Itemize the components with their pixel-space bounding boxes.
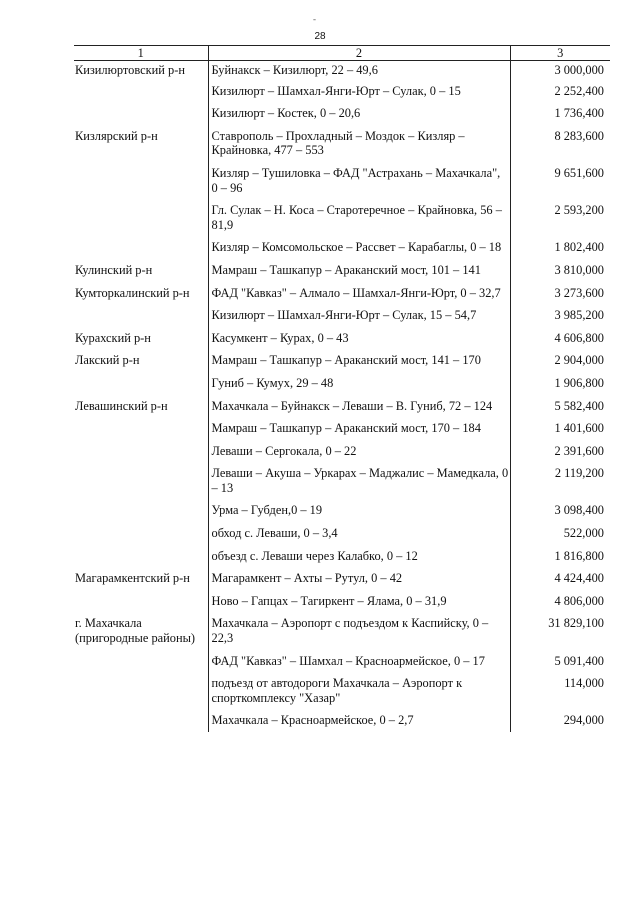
- district-cell: [74, 102, 208, 125]
- table-row: [74, 372, 610, 395]
- table-row: [74, 650, 610, 673]
- amount-cell: 3 985,200: [554, 308, 604, 323]
- table-row: [74, 590, 610, 613]
- road-cell: обход с. Леваши, 0 – 3,4: [208, 522, 510, 545]
- road-cell: Урма – Губден,0 – 19: [208, 499, 510, 522]
- page-number: 28: [314, 31, 326, 42]
- district-cell: [74, 199, 208, 236]
- district-cell: [74, 236, 208, 259]
- table-row: [74, 672, 610, 709]
- district-cell: Лакский р-н: [75, 353, 140, 368]
- district-cell: [74, 650, 208, 673]
- district-cell: [74, 545, 208, 568]
- road-cell: Махачкала – Буйнакск – Леваши – В. Гуниб, 72 – 124: [208, 395, 510, 418]
- amount-cell: 522,000: [563, 526, 604, 541]
- table-row: [74, 522, 610, 545]
- table-row: [74, 395, 610, 418]
- amount-cell: 3 810,000: [554, 262, 604, 277]
- amount-cell: 9 651,600: [554, 165, 604, 180]
- road-cell: Кизилюрт – Костек, 0 – 20,6: [208, 102, 510, 125]
- road-cell: Мамраш – Ташкапур – Араканский мост, 141 – 170: [208, 349, 510, 372]
- district-cell: Магарамкентский р-н: [75, 571, 190, 586]
- district-cell: [74, 417, 208, 440]
- table-row: [74, 125, 610, 162]
- table-body: [74, 61, 610, 733]
- road-cell: Кизляр – Комсомольское – Рассвет – Карабаглы, 0 – 18: [208, 236, 510, 259]
- table-row: [74, 80, 610, 103]
- amount-cell: 31 829,100: [548, 616, 604, 631]
- amount-cell: 2 252,400: [554, 83, 604, 98]
- road-funding-table: [74, 45, 610, 732]
- road-cell: Махачкала – Красноармейское, 0 – 2,7: [208, 709, 510, 732]
- table-row: [74, 499, 610, 522]
- road-cell: ФАД "Кавказ" – Алмало – Шамхал-Янги-Юрт, 0 – 32,7: [208, 282, 510, 305]
- table-row: [74, 709, 610, 732]
- district-cell: [74, 672, 208, 709]
- amount-cell: 3 273,600: [554, 285, 604, 300]
- table-row: [74, 545, 610, 568]
- road-cell: Ново – Гапцах – Тагиркент – Ялама, 0 – 31,9: [208, 590, 510, 613]
- road-cell: Ставрополь – Прохладный – Моздок – Кизляр – Крайновка, 477 – 553: [208, 125, 510, 162]
- road-cell: Магарамкент – Ахты – Рутул, 0 – 42: [208, 567, 510, 590]
- road-cell: объезд с. Леваши через Калабко, 0 – 12: [208, 545, 510, 568]
- amount-cell: 8 283,600: [554, 128, 604, 143]
- district-cell: [74, 80, 208, 103]
- district-cell: [74, 709, 208, 732]
- table-row: [74, 162, 610, 199]
- district-cell: [74, 462, 208, 499]
- district-cell: [74, 304, 208, 327]
- road-cell: Мамраш – Ташкапур – Араканский мост, 101 – 141: [208, 259, 510, 282]
- road-cell: Леваши – Сергокала, 0 – 22: [208, 440, 510, 463]
- top-mark: -: [313, 14, 316, 24]
- road-cell: ФАД "Кавказ" – Шамхал – Красноармейское, 0 – 17: [208, 650, 510, 673]
- road-cell: подъезд от автодороги Махачкала – Аэропорт к спорткомплексу "Хазар": [208, 672, 510, 709]
- amount-cell: 1 816,800: [554, 548, 604, 563]
- road-cell: Мамраш – Ташкапур – Араканский мост, 170 – 184: [208, 417, 510, 440]
- table-row: [74, 102, 610, 125]
- amount-cell: 2 593,200: [554, 203, 604, 218]
- district-cell: [74, 499, 208, 522]
- table-header: [74, 46, 610, 61]
- district-cell: Кизилюртовский р-н: [75, 63, 185, 77]
- road-cell: Буйнакск – Кизилюрт, 22 – 49,6: [208, 61, 510, 80]
- amount-cell: 294,000: [563, 713, 604, 728]
- road-cell: Леваши – Акуша – Уркарах – Маджалис – Мамедкала, 0 – 13: [208, 462, 510, 499]
- amount-cell: 4 806,000: [554, 593, 604, 608]
- table-row: [74, 462, 610, 499]
- road-cell: Махачкала – Аэропорт с подъездом к Каспийску, 0 – 22,3: [208, 612, 510, 649]
- road-cell: Кизляр – Тушиловка – ФАД "Астрахань – Махачкала", 0 – 96: [208, 162, 510, 199]
- district-cell: [74, 162, 208, 199]
- table-row: [74, 567, 610, 590]
- amount-cell: 4 606,800: [554, 330, 604, 345]
- table-row: [74, 417, 610, 440]
- table-row: [74, 259, 610, 282]
- table-row: [74, 282, 610, 305]
- amount-cell: 2 119,200: [554, 466, 604, 481]
- district-cell: [74, 372, 208, 395]
- column-header-3: 3: [510, 46, 610, 61]
- district-cell: Кумторкалинский р-н: [75, 285, 190, 300]
- district-cell: Курахский р-н: [75, 330, 151, 345]
- table-row: [74, 327, 610, 350]
- district-cell: Кизлярский р-н: [75, 128, 158, 143]
- amount-cell: 5 582,400: [554, 398, 604, 413]
- amount-cell: 1 906,800: [554, 375, 604, 390]
- amount-cell: 1 401,600: [554, 421, 604, 436]
- amount-cell: 3 000,000: [554, 63, 604, 77]
- amount-cell: 1 802,400: [554, 240, 604, 255]
- district-cell: Кулинский р-н: [75, 262, 153, 277]
- table-row: [74, 199, 610, 236]
- road-cell: Гуниб – Кумух, 29 – 48: [208, 372, 510, 395]
- amount-cell: 2 391,600: [554, 443, 604, 458]
- district-cell: Левашинский р-н: [75, 398, 168, 413]
- table-row: [74, 612, 610, 649]
- table-row: [74, 61, 610, 80]
- amount-cell: 1 736,400: [554, 106, 604, 121]
- amount-cell: 2 904,000: [554, 353, 604, 368]
- amount-cell: 114,000: [564, 676, 604, 691]
- road-cell: Кизилюрт – Шамхал-Янги-Юрт – Сулак, 15 – 54,7: [208, 304, 510, 327]
- amount-cell: 5 091,400: [554, 653, 604, 668]
- column-header-1: 1: [74, 46, 208, 61]
- table-row: [74, 349, 610, 372]
- district-cell: [74, 522, 208, 545]
- district-cell: [74, 440, 208, 463]
- amount-cell: 4 424,400: [554, 571, 604, 586]
- road-cell: Гл. Сулак – Н. Коса – Старотеречное – Крайновка, 56 – 81,9: [208, 199, 510, 236]
- amount-cell: 3 098,400: [554, 503, 604, 518]
- column-header-2: 2: [208, 46, 510, 61]
- table-row: [74, 304, 610, 327]
- district-cell: [74, 590, 208, 613]
- table-row: [74, 440, 610, 463]
- table-row: [74, 236, 610, 259]
- road-cell: Кизилюрт – Шамхал-Янги-Юрт – Сулак, 0 – 15: [208, 80, 510, 103]
- road-cell: Касумкент – Курах, 0 – 43: [208, 327, 510, 350]
- district-cell: г. Махачкала (пригородные районы): [75, 616, 196, 646]
